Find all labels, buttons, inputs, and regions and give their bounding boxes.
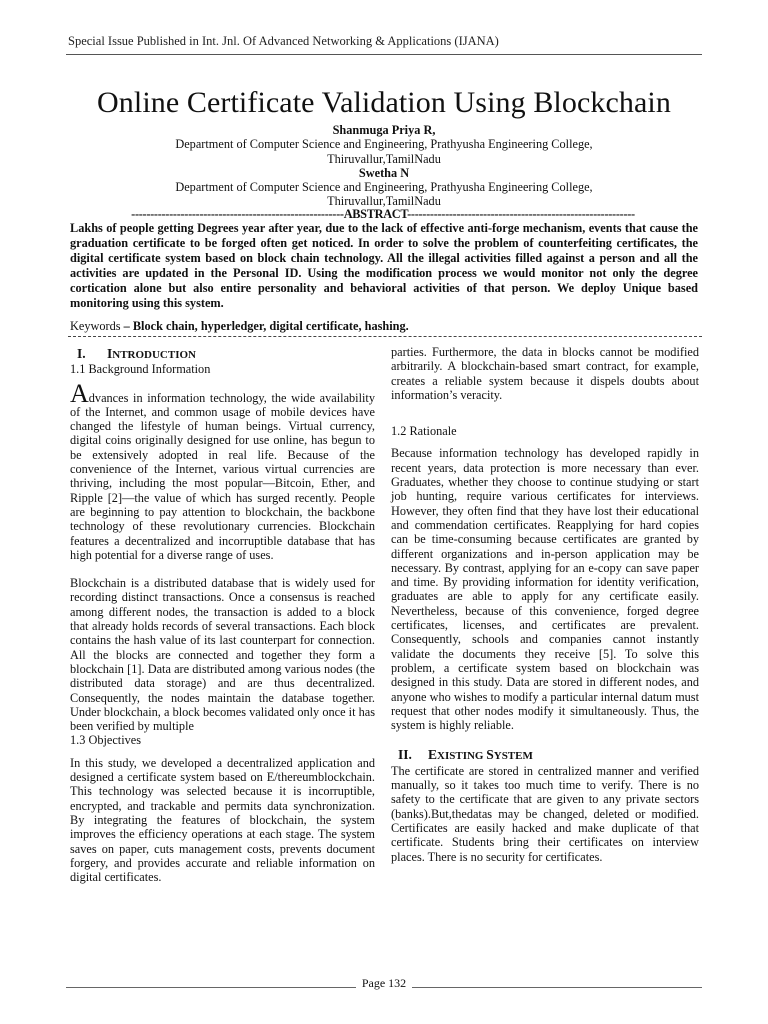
abstract-rule-left: -------------------------------------------------------- <box>131 207 344 221</box>
right-column <box>391 345 699 864</box>
author-name: Shanmuga Priya R, <box>332 123 436 137</box>
section-heading-existing-system <box>391 748 699 763</box>
author-location: Thiruvallur,TamilNadu <box>327 194 441 209</box>
author-name: Swetha N <box>358 165 410 180</box>
journal-header: Special Issue Published in Int. Jnl. Of Advanced Networking & Applications (IJANA) <box>68 34 499 48</box>
section-title-initial: I <box>107 346 113 361</box>
section-number: I. <box>77 346 86 361</box>
left-column <box>70 345 375 884</box>
section-title-rest: YSTEM <box>493 750 533 763</box>
author-location: Thiruvallur,TamilNadu <box>327 151 441 166</box>
keywords-label: Keywords <box>70 319 121 333</box>
abstract-rule-right: ------------------------------------------------------------ <box>407 207 635 221</box>
keywords <box>70 319 698 334</box>
paragraph: In this study, we developed a decentralized application and designed a certificate system based on E/thereumblockchain. This technology was selected because it is incorruptible, encrypted, and trackable and permits data synchronization. By integrating the features of blockchain, the system improves the efficiency operations at each stage. The system saves on paper, cuts management costs, prevents document forgery, and provides accurate and reliable information on digital certificates. <box>70 755 375 885</box>
subsection-heading: 1.2 Rationale <box>391 424 457 439</box>
subsection-heading: 1.1 Background Information <box>70 362 211 377</box>
paragraph: Blockchain is a distributed database that is widely used for recording distinct transactions. Once a consensus is reached among different nodes, the transaction is added to a block that already holds records of several transactions. Each block contains the hash value of its last counterpart for connection. All the blocks are connected and together they form a blockchain [1]. Data are distributed among various nodes (the distributed data storage) and are thus decentralized. Consequently, the nodes maintain the database together. Under blockchain, a block becomes validated only once it has been verified by multiple <box>70 576 375 734</box>
section-number: II. <box>398 747 412 763</box>
paragraph: Because information technology has developed rapidly in recent years, data protection is more necessary than ever. Graduates, whether they choose to continue studying or start job hunting, require various certificates for interviews. However, they often find that they have lost their educational and commendation certificates. Reapplying for hard copies can be time-consuming because certificates are granted by different organizations and in-person application may be necessary. By contrast, applying for an e-copy can save paper and time. By providing information for identity verification, graduates are able to apply for any certificate easily. Nevertheless, because of this convenience, forged degree certificates, licenses, and certificates are prevalent. Consequently, schools and companies cannot instantly validate the documents they receive [5]. To solve this problem, a certificate system based on blockchain was designed in this study. Data are stored in different nodes, and anyone who wishes to modify a particular internal datum must request that other nodes modify it simultaneously. Thus, the system is highly reliable. <box>391 446 699 733</box>
section-title-initial: S <box>486 747 494 763</box>
header-rule <box>66 54 702 55</box>
page-number-text: Page 132 <box>356 976 412 990</box>
author-affiliation: Department of Computer Science and Engineering, Prathyusha Engineering College, <box>175 137 593 152</box>
abstract-text: Lakhs of people getting Degrees year after year, due to the lack of effective anti-forge mechanism, events that cause the graduation certificate to be forged often get noticed. In order to solve the problem of counterfeiting certificates, the digital certificate system based on block chain technology. All the illegal activities filled against a person and all the activities are updated in the Personal ID. Using the modification process we would monitor not only the degree cortication alone but also entire personality and behavioral activities of that person. We deploy Unique based monitoring using this system. <box>70 221 698 311</box>
section-title-initial: E <box>428 747 438 763</box>
abstract-divider <box>68 207 698 222</box>
section-title-rest: XISTING <box>437 750 487 763</box>
drop-cap: A <box>70 378 89 408</box>
paragraph <box>70 378 375 563</box>
paragraph: The certificate are stored in centralized manner and verified manually, so it takes too much time to verify. There is no safety to the certificate that are given to any private sectors (banks).But,thedatas may be changed, deleted or modified. Certificates are easily hacked and make duplicate of that certificate. Students bring their certificates on interview places. There is no security for certificates. <box>391 763 699 864</box>
abstract-label: ABSTRACT <box>343 207 408 221</box>
section-heading-introduction <box>70 347 375 362</box>
section-divider <box>68 336 702 337</box>
author-affiliation: Department of Computer Science and Engineering, Prathyusha Engineering College, <box>175 180 593 195</box>
subsection-heading: 1.3 Objectives <box>70 733 142 748</box>
section-title-rest: NTRODUCTION <box>112 349 196 361</box>
authors-block <box>0 123 768 209</box>
keywords-text: Block chain, hyperledger, digital certificate, hashing. <box>132 319 409 333</box>
paragraph-text: dvances in information technology, the wide availability of the Internet, and common usage of mobile devices have changed the lifestyle of human beings. Virtual currency, digital coins originally designed for use online, has begun to be extensively adopted in real life. Because of the convenience of the Internet, various virtual currencies are thriving, including the most popular—Bitcoin, Ether, and Ripple [2]—the value of which has surged recently. People are beginning to pay attention to blockchain, the backbone technology of these revolutionary currencies. Blockchain features a decentralized and incorruptible database that has high potential for a diverse range of uses. <box>70 390 375 562</box>
keywords-dash: – <box>120 319 133 333</box>
paragraph: parties. Furthermore, the data in blocks cannot be modified arbitrarily. A blockchain-based smart contract, for example, creates a reliable system because it dispels doubts about information’s veracity. <box>391 345 699 402</box>
page-number <box>0 976 768 991</box>
paper-title: Online Certificate Validation Using Blockchain <box>97 86 671 119</box>
